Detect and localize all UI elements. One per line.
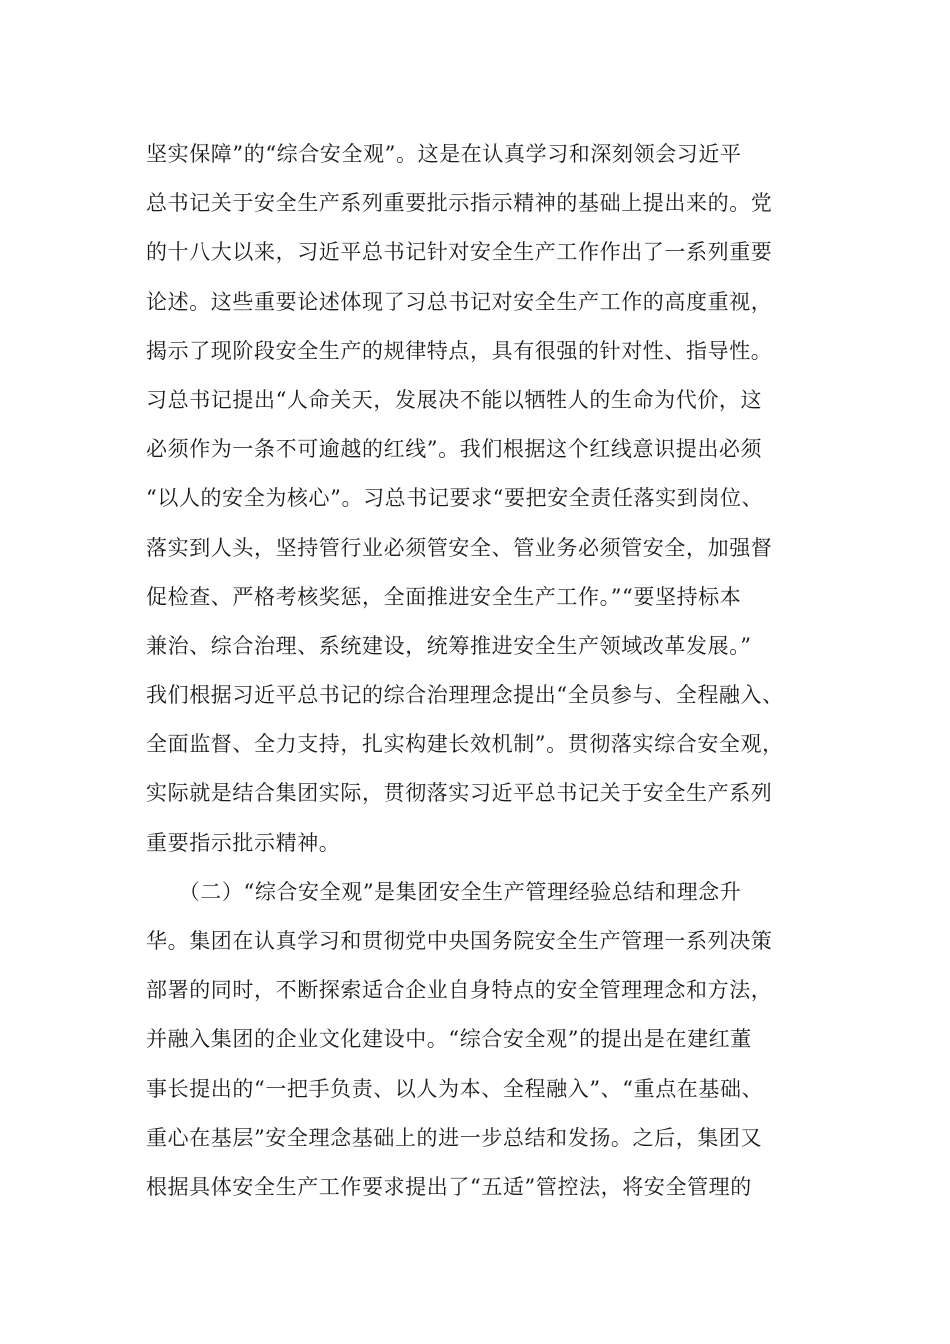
body-text — [146, 130, 826, 1212]
text-line: 落实到人头，坚持管行业必须管安全、管业务必须管安全，加强督 — [146, 535, 773, 560]
text-line: 揭示了现阶段安全生产的规律特点，具有很强的针对性、指导性。 — [146, 338, 773, 363]
text-line: 重要指示批示精神。 — [146, 830, 341, 855]
text-line: 根据具体安全生产工作要求提出了“五适”管控法，将安全管理的 — [146, 1174, 752, 1199]
text-line: 必须作为一条不可逾越的红线”。我们根据这个红线意识提出必须 — [146, 437, 763, 462]
text-line: 坚实保障”的“综合安全观”。这是在认真学习和深刻领会习近平 — [146, 142, 742, 166]
text-line: 重心在基层”安全理念基础上的进一步总结和发扬。之后，集团又 — [146, 1125, 763, 1150]
text-line: 部署的同时，不断探索适合企业自身特点的安全管理理念和方法， — [146, 978, 773, 1003]
text-line: 实际就是结合集团实际，贯彻落实习近平总书记关于安全生产系列 — [146, 781, 773, 806]
text-line: 兼治、综合治理、系统建设，统筹推进安全生产领域改革发展。” — [146, 633, 752, 658]
text-line: 并融入集团的企业文化建设中。“综合安全观”的提出是在建红董 — [146, 1027, 752, 1052]
text-line: 我们根据习近平总书记的综合治理理念提出“全员参与、全程融入、 — [146, 683, 784, 708]
text-line: 全面监督、全力支持，扎实构建长效机制”。贯彻落实综合安全观， — [146, 732, 784, 757]
text-line: （二）“综合安全观”是集团安全生产管理经验总结和理念升 — [146, 879, 742, 904]
text-line: 论述。这些重要论述体现了习总书记对安全生产工作的高度重视， — [146, 289, 773, 314]
text-line: 的十八大以来，习近平总书记针对安全生产工作作出了一系列重要 — [146, 240, 773, 265]
text-line: 事长提出的“一把手负责、以人为本、全程融入”、“重点在基础、 — [146, 1076, 764, 1101]
text-line: 促检查、严格考核奖惩，全面推进安全生产工作。”“要坚持标本 — [146, 584, 742, 609]
text-line: 华。集团在认真学习和贯彻党中央国务院安全生产管理一系列决策 — [146, 929, 773, 953]
text-line: “以人的安全为核心”。习总书记要求“要把安全责任落实到岗位、 — [146, 486, 764, 511]
text-line: 习总书记提出“人命关天，发展决不能以牺牲人的生命为代价，这 — [146, 387, 763, 412]
text-line: 总书记关于安全生产系列重要批示指示精神的基础上提出来的。党 — [146, 191, 773, 216]
